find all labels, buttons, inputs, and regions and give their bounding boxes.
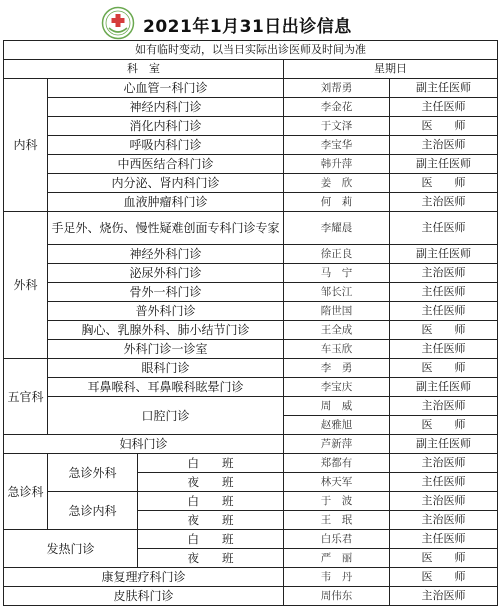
doctor-name: 车玉欣 [284, 340, 390, 359]
schedule-table [3, 40, 498, 606]
clinic-name: 胸心、乳腺外科、肺小结节门诊 [48, 321, 284, 340]
doctor-name: 韦 丹 [284, 568, 390, 587]
doctor-title: 主治医师 [390, 193, 498, 212]
shift-label: 夜 班 [138, 473, 284, 492]
clinic-name: 皮肤科门诊 [4, 587, 284, 606]
table-row [4, 212, 498, 245]
doctor-name: 邹长江 [284, 283, 390, 302]
doctor-name: 王 珉 [284, 511, 390, 530]
table-row [4, 454, 498, 473]
clinic-name: 外科门诊一诊室 [48, 340, 284, 359]
table-row [4, 117, 498, 136]
doctor-title: 医 师 [390, 549, 498, 568]
table-row [4, 587, 498, 606]
table-row [4, 397, 498, 416]
table-row [4, 283, 498, 302]
doctor-name: 严 丽 [284, 549, 390, 568]
doctor-title: 医 师 [390, 321, 498, 340]
doctor-name: 李宝庆 [284, 378, 390, 397]
doctor-title: 主治医师 [390, 397, 498, 416]
doctor-name: 林天军 [284, 473, 390, 492]
table-row [4, 340, 498, 359]
page-header [3, 4, 497, 40]
table-row [4, 302, 498, 321]
doctor-name: 刘帮勇 [284, 79, 390, 98]
doctor-name: 隋世国 [284, 302, 390, 321]
table-row [4, 155, 498, 174]
doctor-title: 主任医师 [390, 302, 498, 321]
doctor-title: 副主任医师 [390, 79, 498, 98]
doctor-title: 副主任医师 [390, 245, 498, 264]
doctor-name: 何 莉 [284, 193, 390, 212]
dept-surgery: 外科 [4, 212, 48, 359]
clinic-name: 内分泌、肾内科门诊 [48, 174, 284, 193]
table-row [4, 193, 498, 212]
doctor-title: 主治医师 [390, 136, 498, 155]
table-row [4, 79, 498, 98]
doctor-name: 赵雅旭 [284, 416, 390, 435]
clinic-name: 消化内科门诊 [48, 117, 284, 136]
doctor-name: 李宝华 [284, 136, 390, 155]
department-column-header: 科 室 [4, 60, 284, 79]
doctor-name: 李耀晨 [284, 212, 390, 245]
doctor-name: 于 波 [284, 492, 390, 511]
doctor-title: 副主任医师 [390, 155, 498, 174]
notice-row [4, 41, 498, 60]
table-row [4, 174, 498, 193]
doctor-title: 主治医师 [390, 511, 498, 530]
clinic-name: 泌尿外科门诊 [48, 264, 284, 283]
clinic-name: 骨外一科门诊 [48, 283, 284, 302]
column-header-row [4, 60, 498, 79]
fever-clinic-label: 发热门诊 [4, 530, 138, 568]
doctor-name: 芦新萍 [284, 435, 390, 454]
notice-text: 如有临时变动，以当日实际出诊医师及时间为准 [4, 41, 498, 60]
doctor-title: 主治医师 [390, 264, 498, 283]
shift-label: 夜 班 [138, 511, 284, 530]
table-row [4, 378, 498, 397]
day-column-header: 星期日 [284, 60, 498, 79]
shift-label: 夜 班 [138, 549, 284, 568]
table-row [4, 568, 498, 587]
dept-ent: 五官科 [4, 359, 48, 435]
doctor-name: 周伟东 [284, 587, 390, 606]
doctor-title: 医 师 [390, 117, 498, 136]
dept-internal: 内科 [4, 79, 48, 212]
clinic-name: 中西医结合科门诊 [48, 155, 284, 174]
doctor-name: 姜 欣 [284, 174, 390, 193]
doctor-title: 主治医师 [390, 454, 498, 473]
hospital-logo-icon [101, 6, 135, 40]
doctor-title: 医 师 [390, 174, 498, 193]
emergency-surgery-label: 急诊外科 [48, 454, 138, 492]
doctor-title: 医 师 [390, 359, 498, 378]
doctor-name: 郑都有 [284, 454, 390, 473]
doctor-title: 主任医师 [390, 212, 498, 245]
doctor-name: 徐正良 [284, 245, 390, 264]
shift-label: 白 班 [138, 530, 284, 549]
doctor-name: 韩升萍 [284, 155, 390, 174]
clinic-name: 呼吸内科门诊 [48, 136, 284, 155]
clinic-name: 血液肿瘤科门诊 [48, 193, 284, 212]
clinic-name: 妇科门诊 [4, 435, 284, 454]
doctor-name: 白乐君 [284, 530, 390, 549]
table-row [4, 435, 498, 454]
doctor-title: 医 师 [390, 568, 498, 587]
emergency-internal-label: 急诊内科 [48, 492, 138, 530]
doctor-title: 主任医师 [390, 340, 498, 359]
table-row [4, 98, 498, 117]
clinic-name: 耳鼻喉科、耳鼻喉科眩晕门诊 [48, 378, 284, 397]
clinic-name: 心血管一科门诊 [48, 79, 284, 98]
doctor-title: 医 师 [390, 416, 498, 435]
doctor-title: 副主任医师 [390, 378, 498, 397]
clinic-name: 眼科门诊 [48, 359, 284, 378]
doctor-name: 马 宁 [284, 264, 390, 283]
page-title: 2021年1月31日出诊信息 [143, 17, 352, 37]
clinic-name: 口腔门诊 [48, 397, 284, 435]
clinic-name: 手足外、烧伤、慢性疑难创面专科门诊专家 [48, 212, 284, 245]
table-row [4, 245, 498, 264]
table-row [4, 359, 498, 378]
dept-emergency: 急诊科 [4, 454, 48, 530]
doctor-name: 于文泽 [284, 117, 390, 136]
shift-label: 白 班 [138, 454, 284, 473]
doctor-title: 副主任医师 [390, 435, 498, 454]
table-row [4, 136, 498, 155]
table-row [4, 321, 498, 340]
table-row [4, 492, 498, 511]
doctor-title: 主任医师 [390, 530, 498, 549]
shift-label: 白 班 [138, 492, 284, 511]
doctor-name: 李 勇 [284, 359, 390, 378]
doctor-title: 主治医师 [390, 492, 498, 511]
clinic-name: 神经外科门诊 [48, 245, 284, 264]
doctor-title: 主任医师 [390, 98, 498, 117]
doctor-title: 主任医师 [390, 473, 498, 492]
clinic-name: 普外科门诊 [48, 302, 284, 321]
table-row [4, 530, 498, 549]
doctor-title: 主任医师 [390, 283, 498, 302]
clinic-name: 神经内科门诊 [48, 98, 284, 117]
doctor-title: 主治医师 [390, 587, 498, 606]
doctor-name: 周 威 [284, 397, 390, 416]
table-row [4, 264, 498, 283]
clinic-name: 康复理疗科门诊 [4, 568, 284, 587]
doctor-name: 王全成 [284, 321, 390, 340]
doctor-name: 李金花 [284, 98, 390, 117]
